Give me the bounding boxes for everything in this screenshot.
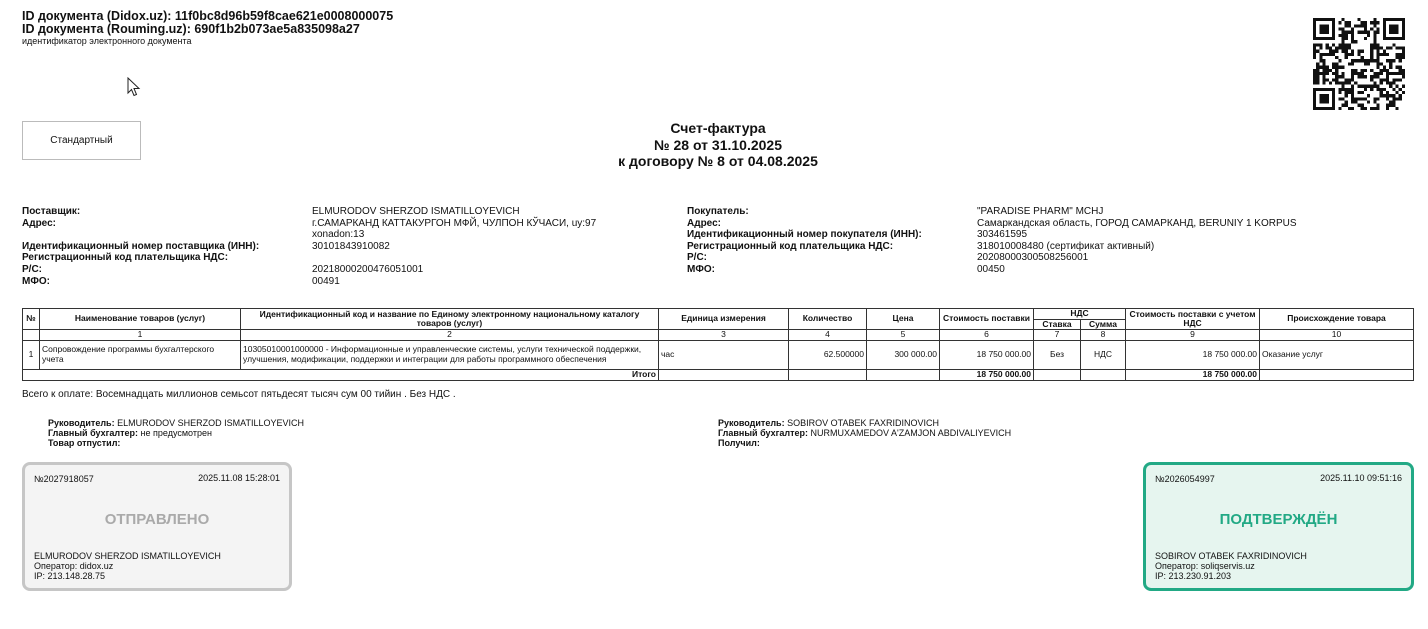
col-header: Цена [867,309,940,330]
col-header: НДС [1034,309,1126,320]
empty-cell [1034,369,1081,380]
item-name: Сопровождение программы бухгалтерского учета [40,340,241,369]
stamp-status: ПОДТВЕРЖДЁН [1219,511,1338,528]
column-number: 2 [241,330,659,341]
didox-id: ID документа (Didox.uz): 11f0bc8d96b59f8cae621e0008000075 [22,9,394,23]
items-table [22,308,1414,381]
supplier-vat-label: Регистрационный код плательщика НДС: [22,252,229,264]
supplier-account: 20218000200476051001 [312,263,424,275]
buyer-account: 20208000300508256001 [977,252,1089,264]
document-type-box: Стандартный [22,121,141,160]
stamp-operator: Оператор: didox.uz [34,561,114,572]
col-header: № [23,309,40,330]
buyer-mfo: 00450 [977,263,1005,275]
buyer-inn: 303461595 [977,229,1028,241]
supplier-address-line2: xonadon:13 [312,229,365,241]
mouse-cursor-icon [127,77,141,97]
released-by-label: Товар отпустил: [48,438,121,449]
table-header-row [23,309,1414,320]
stamp-signer: ELMURODOV SHERZOD ISMATILLOYEVICH [34,551,221,561]
item-price: 300 000.00 [867,340,940,369]
col-header: Количество [789,309,867,330]
col-header: Стоимость поставки с учетом НДС [1126,309,1260,330]
qr-code-icon [1313,18,1405,110]
total-payable-text: Всего к оплате: Восемнадцать миллионов семьсот пятьдесят тысяч сум 00 тийин . Без НДС . [22,389,456,400]
column-number: 8 [1081,330,1126,341]
supplier-values [312,206,596,287]
buyer-mfo-label: МФО: [687,263,715,275]
supplier-inn-label: Идентификационный номер поставщика (ИНН): [22,240,260,252]
table-row [23,340,1414,369]
stamp-details [34,551,221,582]
rouming-id: ID документа (Rouming.uz): 690f1b2b073ae5a835098a27 [22,22,360,36]
supplier-address-label: Адрес: [22,217,56,229]
supplier-label: Поставщик: [22,206,81,217]
col-header: Происхождение товара [1260,309,1414,330]
col-header: Идентификационный код и название по Единому электронному национальному каталогу товаров (услуг) [241,309,659,330]
buyer-account-label: Р/С: [687,252,707,264]
accountant-name: не предусмотрен [140,428,212,439]
head-name: ELMURODOV SHERZOD ISMATILLOYEVICH [117,418,304,428]
stamp-signer: SOBIROV OTABEK FAXRIDINOVICH [1155,551,1307,561]
supplier-mfo: 00491 [312,275,340,287]
stamp-operator: Оператор: soliqservis.uz [1155,561,1255,572]
received-by-label: Получил: [718,438,760,449]
item-cost-with-vat: 18 750 000.00 [1126,340,1260,369]
head-label: Руководитель: [718,418,785,428]
empty-cell [1260,369,1414,380]
buyer-inn-label: Идентификационный номер покупателя (ИНН): [687,229,922,241]
supplier-inn: 30101843910082 [312,240,390,252]
buyer-vat-label: Регистрационный код плательщика НДС: [687,240,894,252]
empty-cell [789,369,867,380]
col-header: Наименование товаров (услуг) [40,309,241,330]
column-number: 9 [1126,330,1260,341]
total-cost: 18 750 000.00 [940,369,1034,380]
col-header: Стоимость поставки [940,309,1034,330]
stamp-date: 2025.11.08 15:28:01 [198,473,280,483]
empty-cell [1081,369,1126,380]
accountant-label: Главный бухгалтер: [48,428,139,439]
stamp-date: 2025.11.10 09:51:16 [1320,473,1402,483]
column-number: 5 [867,330,940,341]
empty-cell [659,369,789,380]
col-header: Единица измерения [659,309,789,330]
stamp-number: №2027918057 [34,474,94,484]
invoice-name: Счет-фактура [670,120,766,136]
column-number: 4 [789,330,867,341]
supplier-labels [22,206,259,287]
buyer-label: Покупатель: [687,206,749,217]
buyer-address-label: Адрес: [687,217,721,229]
signatures-left [48,418,304,449]
supplier-vat [312,252,596,264]
document-ids [22,10,393,47]
column-number: 6 [940,330,1034,341]
head-label: Руководитель: [48,418,115,428]
col-header: Ставка [1034,319,1081,330]
contract-reference: к договору № 8 от 04.08.2025 [618,153,818,169]
item-vat-rate: Без [1034,340,1081,369]
column-number: 3 [659,330,789,341]
column-number [23,330,40,341]
stamp-details [1155,551,1307,582]
column-number: 7 [1034,330,1081,341]
item-origin: Оказание услуг [1260,340,1414,369]
buyer-labels [687,206,922,276]
supplier-account-label: Р/С: [22,263,42,275]
invoice-number: № 28 от 31.10.2025 [654,136,782,153]
head-name: SOBIROV OTABEK FAXRIDINOVICH [787,418,939,428]
table-total-row [23,369,1414,380]
item-vat-sum: НДС [1081,340,1126,369]
item-cost: 18 750 000.00 [940,340,1034,369]
signatures-right [718,418,1011,449]
item-quantity: 62.500000 [789,340,867,369]
buyer-values [977,206,1297,276]
invoice-title [518,120,918,170]
buyer-address: Самаркандская область, ГОРОД САМАРКАНД, BERUNIY 1 KORPUS [977,217,1297,229]
accountant-label: Главный бухгалтер: [718,428,809,439]
stamp-ip: IP: 213.148.28.75 [34,571,106,582]
total-label: Итого [23,369,659,380]
sent-stamp [22,462,292,591]
buyer-name: "PARADISE PHARM" MCHJ [977,206,1104,217]
accountant-name: NURMUXAMEDOV A'ZAMJON ABDIVALIYEVICH [810,428,1012,439]
stamp-ip: IP: 213.230.91.203 [1155,571,1232,582]
col-header: Сумма [1081,319,1126,330]
confirmed-stamp [1143,462,1414,591]
buyer-vat: 318010008480 (сертификат активный) [977,240,1155,252]
column-number: 1 [40,330,241,341]
column-number: 10 [1260,330,1414,341]
stamp-number: №2026054997 [1155,474,1215,484]
total-cost-with-vat: 18 750 000.00 [1126,369,1260,380]
item-catalog-code: 10305010001000000 - Информационные и управленческие системы, услуги технической поддержки, улучшения, модификации, поддержки и интеграции для работы программного обеспечения [241,340,659,369]
supplier-address: г.САМАРКАНД КАТТАКУРГОН МФЙ, ЧУЛПОН КЎЧАСИ, uy:97 [312,217,597,229]
row-number: 1 [23,340,40,369]
ids-subtitle: идентификатор электронного документа [22,36,192,46]
supplier-name: ELMURODOV SHERZOD ISMATILLOYEVICH [312,206,520,217]
item-unit: час [659,340,789,369]
column-number-row [23,330,1414,341]
empty-cell [867,369,940,380]
supplier-mfo-label: МФО: [22,275,50,287]
stamp-status: ОТПРАВЛЕНО [104,511,210,528]
